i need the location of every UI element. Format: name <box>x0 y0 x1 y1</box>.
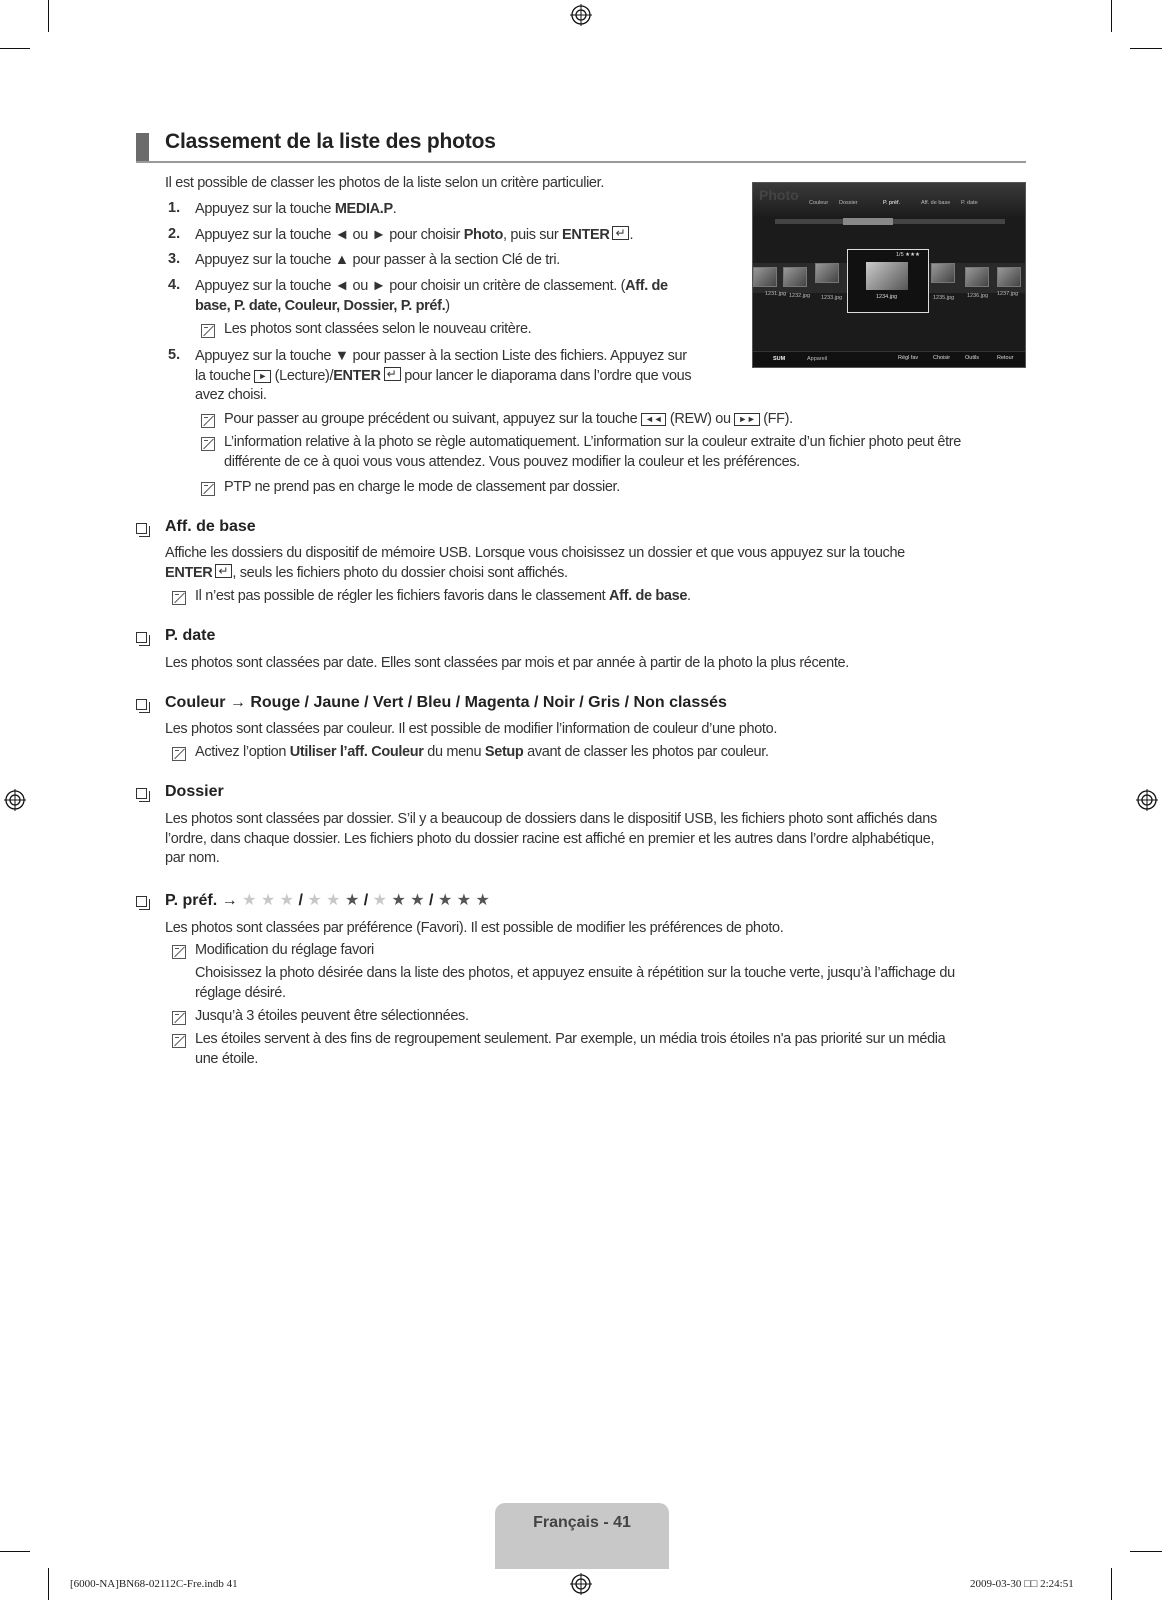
tv-tab: Aff. de base <box>921 200 951 206</box>
selected-photo <box>847 249 929 313</box>
crop-mark <box>1130 1551 1162 1552</box>
section-dossier-text: Les photos sont classées par dossier. S’il y a beaucoup de dossiers dans le dispositif USB, les fichiers photo sont affichés dans l’ordre, dans chaque dossier. Les fichiers photo du dossier racine est affiché en premier et les autres dans l’ordre alphabétique, par nom. <box>165 811 937 866</box>
crop-mark <box>1111 0 1112 32</box>
section-checkbox-icon <box>136 699 147 710</box>
tv-tab: P. date <box>961 200 978 206</box>
thumbnail-label: 1236.jpg <box>967 293 989 299</box>
crop-mark <box>0 48 30 49</box>
crop-mark <box>1111 1568 1112 1600</box>
tv-progress-thumb <box>843 218 893 225</box>
step-5-note-3: PTP ne prend pas en charge le mode de classement par dossier. <box>224 479 620 495</box>
rew-icon: ◄◄ <box>641 413 666 426</box>
enter-icon <box>215 564 232 578</box>
crop-mark <box>48 1568 49 1600</box>
thumbnail <box>815 263 839 283</box>
thumbnail-label: 1233.jpg <box>821 295 843 301</box>
star-icon: ★ ★ ★ <box>242 892 294 909</box>
heading-rule <box>136 161 1026 163</box>
section-title-ppref: P. préf. → ★ ★ ★ / ★ ★ ★ / ★ ★ ★ / ★ ★ ★ <box>165 892 490 909</box>
section-ppref-text: Les photos sont classées par préférence (Favori). Il est possible de modifier les préférences de photo. <box>165 920 784 936</box>
tv-device: Appareil <box>807 356 828 362</box>
tv-tab: Couleur <box>809 200 829 206</box>
step-5: Appuyez sur la touche ▼ pour passer à la section Liste des fichiers. Appuyez sur la touche ► (Lecture)/ENTER↵ pour lancer le diaporama dans l’ordre que vous avez choisi. <box>195 347 755 406</box>
intro-text: Il est possible de classer les photos de la liste selon un critère particulier. <box>165 175 605 191</box>
step-1: Appuyez sur la touche MEDIA.P. <box>195 201 397 217</box>
step-2: Appuyez sur la touche ◄ ou ► pour choisir Photo, puis sur ENTER↵ . <box>195 226 633 246</box>
ff-icon: ►► <box>734 413 759 426</box>
star-icon: ★ ★ <box>307 892 341 909</box>
step-4: Appuyez sur la touche ◄ ou ► pour choisir un critère de classement. (Aff. de base, P. date, Couleur, Dossier, P. préf.) <box>195 278 668 314</box>
tv-bottom-bar <box>753 351 1025 368</box>
note-icon <box>201 324 215 338</box>
tv-screenshot <box>752 182 1026 368</box>
tv-title: Photo <box>759 187 799 203</box>
section-title-dossier: Dossier <box>165 783 224 800</box>
tv-tab-selected: P. préf. <box>883 200 901 206</box>
section-pdate-text: Les photos sont classées par date. Elles sont classées par mois et par année à partir de la photo la plus récente. <box>165 655 849 671</box>
section-title-aff: Aff. de base <box>165 518 256 535</box>
registration-mark-icon <box>570 4 592 26</box>
crop-mark <box>48 0 49 32</box>
note-icon <box>172 1011 186 1025</box>
thumbnail-label: 1232.jpg <box>789 293 811 299</box>
selected-photo-image <box>866 262 908 290</box>
note-icon <box>172 591 186 605</box>
star-icon: ★ <box>372 892 387 909</box>
tv-sum: SUM <box>773 356 786 362</box>
thumbnail <box>965 267 989 287</box>
page-title: Classement de la liste des photos <box>165 130 496 153</box>
selected-count: 1/5 ★★★ <box>896 252 920 258</box>
print-slug-right: 2009-03-30 □□ 2:24:51 <box>970 1578 1074 1590</box>
star-icon: ★ ★ ★ <box>437 892 490 909</box>
footer-tab <box>495 1503 669 1569</box>
note-icon <box>172 1034 186 1048</box>
step-number: 3. <box>168 251 181 267</box>
page-number: Français - 41 <box>533 1514 631 1531</box>
note-icon <box>201 482 215 496</box>
heading-bar <box>136 133 149 162</box>
step-5-note-2: L’information relative à la photo se règle automatiquement. L’information sur la couleur extraite d’un fichier photo peut être différente de ce à quoi vous vous attendez. Vous pouvez modifier la couleur et les préférences. <box>224 434 961 470</box>
registration-mark-icon <box>570 1573 592 1595</box>
note-icon <box>201 437 215 451</box>
tv-hint-back: Retour <box>997 355 1014 361</box>
section-ppref-note-1-text: Choisissez la photo désirée dans la liste des photos, et appuyez ensuite à répétition sur la touche verte, jusqu’à l’affichage du réglage désiré. <box>195 965 955 1001</box>
note-icon <box>172 945 186 959</box>
enter-icon <box>384 367 401 381</box>
thumbnail-label: 1237.jpg <box>997 291 1019 297</box>
section-ppref-note-3: Les étoiles servent à des fins de regroupement seulement. Par exemple, un média trois étoiles n'a pas priorité sur un média une étoile. <box>195 1031 946 1067</box>
section-ppref-note-1: Modification du réglage favori <box>195 942 374 958</box>
star-icon: ★ ★ <box>391 892 425 909</box>
section-aff-text: Affiche les dossiers du dispositif de mémoire USB. Lorsque vous choisissez un dossier et que vous appuyez sur la touche ENTER↵ , seuls les fichiers photo du dossier choisi sont affichés. <box>165 544 1025 583</box>
step-4-note: Les photos sont classées selon le nouveau critère. <box>224 321 532 337</box>
registration-mark-icon <box>4 789 26 811</box>
note-icon <box>172 747 186 761</box>
section-checkbox-icon <box>136 523 147 534</box>
section-checkbox-icon <box>136 788 147 799</box>
thumbnail-label: 1235.jpg <box>933 295 955 301</box>
registration-mark-icon <box>1136 789 1158 811</box>
crop-mark <box>1130 48 1162 49</box>
thumbnail-label: 1231.jpg <box>765 291 787 297</box>
thumbnail <box>997 267 1021 287</box>
step-3: Appuyez sur la touche ▲ pour passer à la section Clé de tri. <box>195 252 560 268</box>
tv-hint-tools: Outils <box>965 355 980 361</box>
section-checkbox-icon <box>136 896 147 907</box>
selected-photo-name: 1234.jpg <box>876 294 898 300</box>
tv-tab: Dossier <box>839 200 858 206</box>
print-slug-left: [6000-NA]BN68-02112C-Fre.indb 41 <box>70 1578 238 1590</box>
star-icon: ★ <box>344 892 360 909</box>
step-number: 5. <box>168 347 181 363</box>
tv-hint-fav: Régl fav <box>898 355 919 361</box>
play-icon: ► <box>254 370 271 383</box>
section-title-couleur: Couleur → Rouge / Jaune / Vert / Bleu / Magenta / Noir / Gris / Non classés <box>165 694 727 711</box>
section-checkbox-icon <box>136 632 147 643</box>
thumbnail <box>931 263 955 283</box>
section-couleur-note: Activez l’option Utiliser l’aff. Couleur du menu Setup avant de classer les photos par couleur. <box>195 744 769 760</box>
step-number: 1. <box>168 200 181 216</box>
section-couleur-text: Les photos sont classées par couleur. Il est possible de modifier l’information de couleur d’une photo. <box>165 721 777 737</box>
note-icon <box>201 414 215 428</box>
section-aff-note: Il n’est pas possible de régler les fichiers favoris dans le classement Aff. de base. <box>195 588 691 604</box>
step-5-note-1: Pour passer au groupe précédent ou suivant, appuyez sur la touche ◄◄ (REW) ou ►► (FF). <box>224 411 793 427</box>
crop-mark <box>0 1551 30 1552</box>
step-number: 2. <box>168 226 181 242</box>
section-title-pdate: P. date <box>165 627 216 644</box>
tv-hint-choose: Choisir <box>933 355 951 361</box>
thumbnail <box>783 267 807 287</box>
step-number: 4. <box>168 277 181 293</box>
section-ppref-note-2: Jusqu’à 3 étoiles peuvent être sélectionnées. <box>195 1008 469 1024</box>
thumbnail <box>753 267 777 287</box>
enter-icon <box>612 226 629 240</box>
